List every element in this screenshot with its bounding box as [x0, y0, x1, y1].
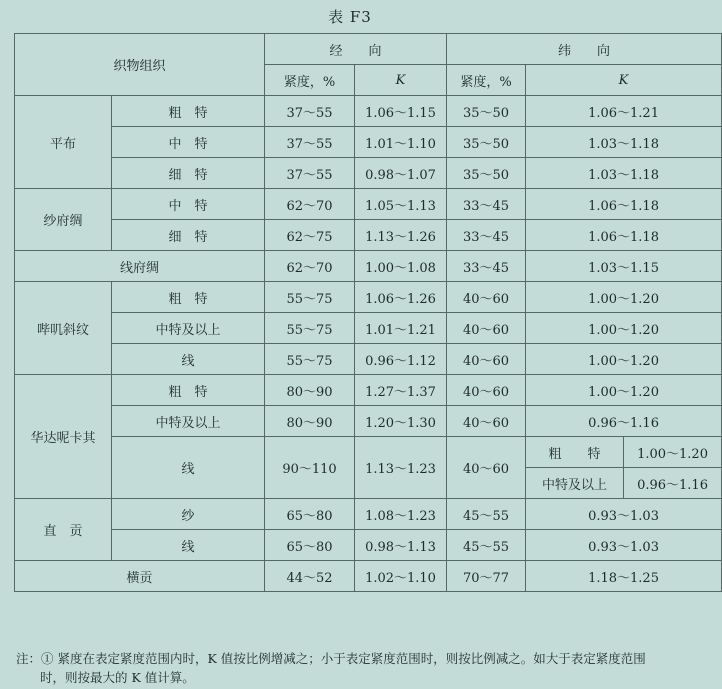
weft-k: 1.00～1.20: [526, 344, 722, 375]
group-label: 直 贡: [15, 499, 112, 561]
weft-k: 1.06～1.18: [526, 189, 722, 220]
warp-k: 1.06～1.15: [355, 96, 447, 127]
warp-density: 37～55: [265, 96, 355, 127]
table-row: [15, 437, 722, 468]
warp-k: 1.27～1.37: [355, 375, 447, 406]
group-label: 纱府绸: [15, 189, 112, 251]
table-row: [15, 220, 722, 251]
header-weft-k: K: [526, 65, 722, 96]
weft-density: 40～60: [447, 437, 526, 499]
table-row: [15, 499, 722, 530]
weft-density: 70～77: [447, 561, 526, 592]
weft-density: 35～50: [447, 158, 526, 189]
warp-k: 1.13～1.23: [355, 437, 447, 499]
weft-k: 1.03～1.18: [526, 158, 722, 189]
sub-label: 线: [112, 437, 265, 499]
warp-k: 1.05～1.13: [355, 189, 447, 220]
weft-density: 40～60: [447, 282, 526, 313]
warp-density: 65～80: [265, 499, 355, 530]
weft-k: 1.00～1.20: [526, 282, 722, 313]
sub-label: 线: [112, 344, 265, 375]
sub-label: 中特及以上: [112, 313, 265, 344]
weft-k: 0.93～1.03: [526, 499, 722, 530]
weft-density: 40～60: [447, 344, 526, 375]
weft-k: 1.06～1.18: [526, 220, 722, 251]
header-weft-density: 紧度，%: [447, 65, 526, 96]
header-warp: 经 向: [265, 34, 447, 65]
warp-density: 62～70: [265, 251, 355, 282]
group-label: 横贡: [15, 561, 265, 592]
sub-label: 中特及以上: [112, 406, 265, 437]
table-title: 表 F3: [328, 8, 372, 26]
table-row: [15, 189, 722, 220]
header-weft: 纬 向: [447, 34, 722, 65]
weft-k: 1.18～1.25: [526, 561, 722, 592]
weft-density: 40～60: [447, 313, 526, 344]
warp-k: 1.01～1.10: [355, 127, 447, 158]
weft-k: 0.93～1.03: [526, 530, 722, 561]
footnote-line-1: 注：① 紧度在表定紧度范围内时，K 值按比例增减之；小于表定紧度范围时，则按比例减之。如大于表定紧度范围: [16, 651, 646, 666]
weft-k: 0.96～1.16: [526, 406, 722, 437]
weft-k: 1.06～1.21: [526, 96, 722, 127]
weft-density: 40～60: [447, 375, 526, 406]
sub-label: 细 特: [112, 158, 265, 189]
sub-label: 纱: [112, 499, 265, 530]
table-row: [15, 561, 722, 592]
warp-density: 37～55: [265, 127, 355, 158]
weft-k: 1.00～1.20: [526, 313, 722, 344]
weft-density: 35～50: [447, 96, 526, 127]
warp-density: 65～80: [265, 530, 355, 561]
weft-density: 33～45: [447, 251, 526, 282]
weft-k: 0.96～1.16: [624, 468, 722, 499]
sub-label: 粗 特: [112, 282, 265, 313]
warp-density: 62～70: [265, 189, 355, 220]
warp-k: 1.01～1.21: [355, 313, 447, 344]
warp-k: 1.00～1.08: [355, 251, 447, 282]
header-warp-density: 紧度，%: [265, 65, 355, 96]
warp-k: 0.96～1.12: [355, 344, 447, 375]
sub-label: 粗 特: [112, 96, 265, 127]
warp-density: 44～52: [265, 561, 355, 592]
sub-label: 粗 特: [112, 375, 265, 406]
warp-density: 55～75: [265, 282, 355, 313]
weft-k-sub-label: 粗 特: [526, 437, 624, 468]
group-label: 平布: [15, 96, 112, 189]
table-row: [15, 313, 722, 344]
table-row: [15, 406, 722, 437]
weft-density: 40～60: [447, 406, 526, 437]
weft-density: 33～45: [447, 220, 526, 251]
weft-k-sub-label: 中特及以上: [526, 468, 624, 499]
warp-density: 80～90: [265, 375, 355, 406]
warp-density: 37～55: [265, 158, 355, 189]
weft-density: 33～45: [447, 189, 526, 220]
sub-label: 中 特: [112, 189, 265, 220]
weft-density: 45～55: [447, 530, 526, 561]
weft-k: 1.00～1.20: [526, 375, 722, 406]
warp-density: 90～110: [265, 437, 355, 499]
warp-k: 0.98～1.13: [355, 530, 447, 561]
warp-k: 1.06～1.26: [355, 282, 447, 313]
sub-label: 细 特: [112, 220, 265, 251]
warp-density: 55～75: [265, 313, 355, 344]
warp-k: 0.98～1.07: [355, 158, 447, 189]
weft-k: 1.03～1.18: [526, 127, 722, 158]
table-row: [15, 127, 722, 158]
header-warp-k: K: [355, 65, 447, 96]
weft-k: 1.03～1.15: [526, 251, 722, 282]
group-label: 线府绸: [15, 251, 265, 282]
header-fabric: 织物组织: [15, 34, 265, 96]
warp-k: 1.20～1.30: [355, 406, 447, 437]
footnote: [16, 649, 696, 687]
table-row: [15, 530, 722, 561]
warp-density: 55～75: [265, 344, 355, 375]
group-label: 哔叽斜纹: [15, 282, 112, 375]
table-row: [15, 251, 722, 282]
sub-label: 线: [112, 530, 265, 561]
weft-density: 45～55: [447, 499, 526, 530]
weft-density: 35～50: [447, 127, 526, 158]
warp-k: 1.08～1.23: [355, 499, 447, 530]
group-label: 华达呢卡其: [15, 375, 112, 499]
table-row: [15, 282, 722, 313]
warp-k: 1.02～1.10: [355, 561, 447, 592]
table-row: [15, 96, 722, 127]
warp-k: 1.13～1.26: [355, 220, 447, 251]
table-row: [15, 344, 722, 375]
warp-density: 80～90: [265, 406, 355, 437]
table-row: [15, 375, 722, 406]
warp-density: 62～75: [265, 220, 355, 251]
sub-label: 中 特: [112, 127, 265, 158]
table-row: [15, 158, 722, 189]
fabric-table: [14, 33, 722, 592]
footnote-line-2: 时，则按最大的 K 值计算。: [40, 670, 195, 685]
weft-k: 1.00～1.20: [624, 437, 722, 468]
